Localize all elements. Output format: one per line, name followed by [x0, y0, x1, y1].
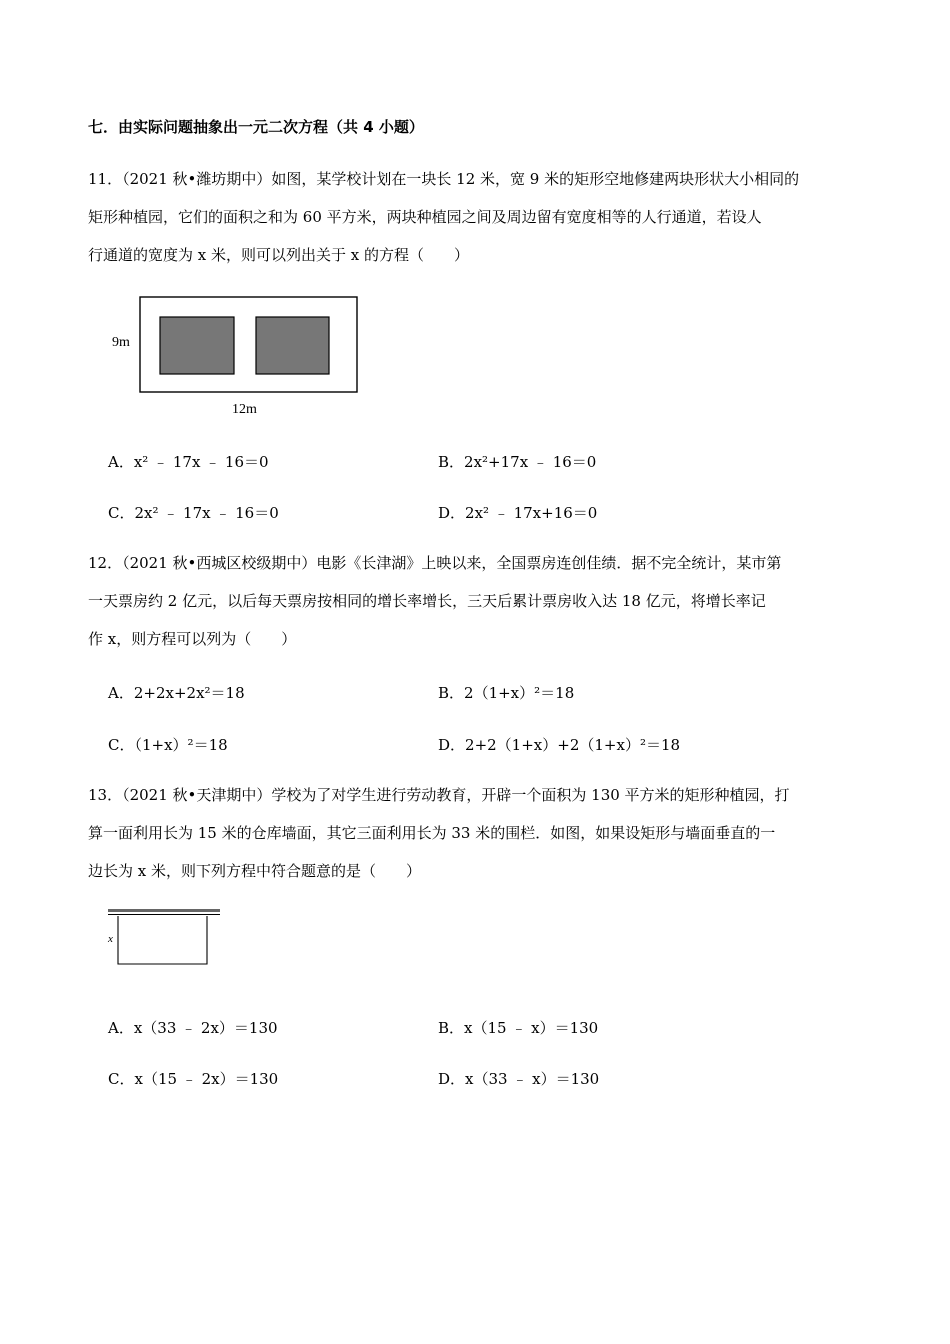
question-12: [88, 544, 864, 658]
option-text: 2（1+x）²＝18: [464, 684, 575, 702]
question-line: 边长为 x 米，则下列方程中符合题意的是（ ）: [88, 862, 421, 880]
height-label: 9m: [112, 335, 130, 350]
option-text: x（33 ﹣ x）＝130: [465, 1070, 600, 1088]
option-11-d[interactable]: D．2x² ﹣ 17x+16＝0: [438, 504, 598, 522]
question-line: 行通道的宽度为 x 米，则可以列出关于 x 的方程（ ）: [88, 246, 469, 264]
width-label: 12m: [232, 402, 257, 417]
garden-plot-right: [256, 317, 329, 374]
option-text: x² ﹣ 17x ﹣ 16＝0: [133, 453, 269, 471]
option-12-b[interactable]: B．2（1+x）²＝18: [438, 684, 575, 702]
question-number: 13．: [88, 786, 123, 804]
side-label: x: [108, 933, 113, 945]
garden-figure: [100, 290, 370, 420]
option-11-a[interactable]: A．x² ﹣ 17x ﹣ 16＝0: [108, 453, 269, 471]
question-source: （2021 秋•西城区校级期中）: [122, 554, 317, 572]
question-line: [88, 776, 864, 814]
question-text: 如图，某学校计划在一块长 12 米，宽 9 米的矩形空地修建两块形状大小相同的: [271, 170, 800, 188]
option-13-a[interactable]: A．x（33 ﹣ 2x）＝130: [108, 1019, 278, 1037]
option-12-c[interactable]: C．（1+x）²＝18: [108, 736, 228, 754]
question-line: [88, 160, 864, 198]
question-line: [88, 544, 864, 582]
question-line: 算一面利用长为 15 米的仓库墙面，其它三面利用长为 33 米的围栏．如图，如果设矩形与墙面垂直的一: [88, 824, 776, 842]
option-11-b[interactable]: B．2x²+17x ﹣ 16＝0: [438, 453, 597, 471]
section-title: 七．由实际问题抽象出一元二次方程（共 4 小题）: [88, 118, 424, 136]
question-text: 学校为了对学生进行劳动教育，开辟一个面积为 130 平方米的矩形种植园，打: [271, 786, 790, 804]
option-13-d[interactable]: D．x（33 ﹣ x）＝130: [438, 1070, 600, 1088]
option-text: x（15 ﹣ 2x）＝130: [134, 1070, 279, 1088]
question-number: 11．: [88, 170, 123, 188]
question-text: 电影《长津湖》上映以来，全国票房连创佳绩．据不完全统计，某市第: [316, 554, 782, 572]
option-text: 2x²+17x ﹣ 16＝0: [464, 453, 597, 471]
option-12-a[interactable]: A．2+2x+2x²＝18: [108, 684, 245, 702]
question-11: [88, 160, 864, 274]
option-11-c[interactable]: C．2x² ﹣ 17x ﹣ 16＝0: [108, 504, 279, 522]
option-text: x（33 ﹣ 2x）＝130: [133, 1019, 278, 1037]
question-source: （2021 秋•天津期中）: [122, 786, 272, 804]
option-text: x（15 ﹣ x）＝130: [464, 1019, 599, 1037]
question-line: 一天票房约 2 亿元，以后每天票房按相同的增长率增长，三天后累计票房收入达 18 亿元，将增长率记: [88, 592, 766, 610]
question-13: [88, 776, 864, 890]
question-line: 作 x，则方程可以列为（ ）: [88, 630, 297, 648]
option-13-c[interactable]: C．x（15 ﹣ 2x）＝130: [108, 1070, 279, 1088]
garden-plot-left: [160, 317, 234, 374]
fence-figure: [104, 906, 228, 970]
warehouse-wall: [108, 909, 220, 912]
option-text: （1+x）²＝18: [134, 736, 228, 754]
question-number: 12．: [88, 554, 123, 572]
option-12-d[interactable]: D．2+2（1+x）+2（1+x）²＝18: [438, 736, 681, 754]
fence-outline: [118, 916, 207, 964]
option-text: 2x² ﹣ 17x+16＝0: [465, 504, 598, 522]
option-text: 2+2（1+x）+2（1+x）²＝18: [465, 736, 681, 754]
option-text: 2x² ﹣ 17x ﹣ 16＝0: [134, 504, 279, 522]
option-13-b[interactable]: B．x（15 ﹣ x）＝130: [438, 1019, 599, 1037]
option-text: 2+2x+2x²＝18: [133, 684, 245, 702]
question-line: 矩形种植园，它们的面积之和为 60 平方米，两块种植园之间及周边留有宽度相等的人行通道，若设人: [88, 208, 762, 226]
question-source: （2021 秋•潍坊期中）: [122, 170, 272, 188]
